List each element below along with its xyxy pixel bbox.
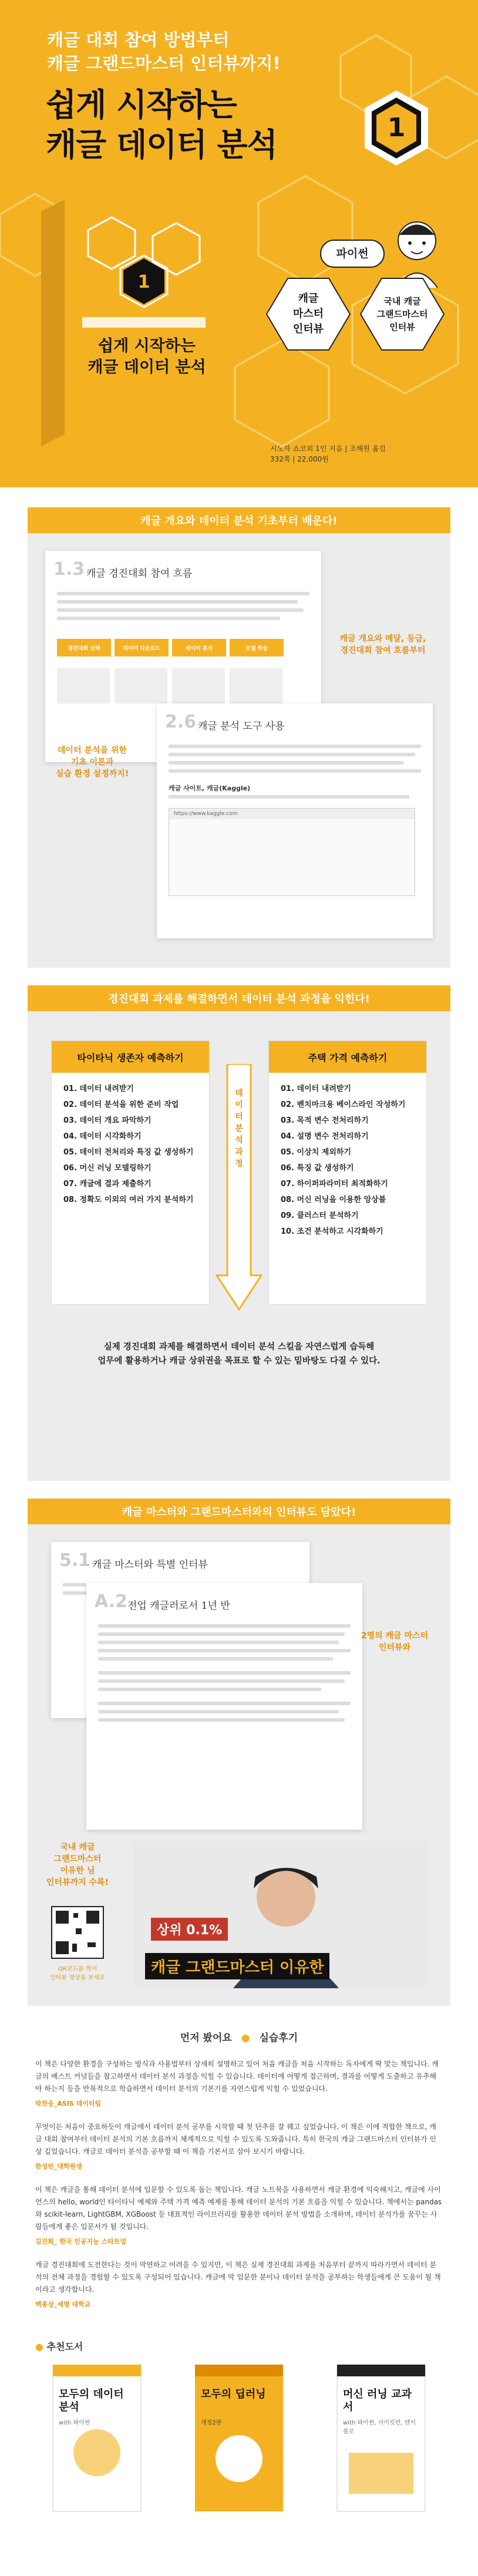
section2 [28,1011,450,1481]
card-number: 1.3 [53,559,85,580]
flow-step-2: 데이터 다운로드 [115,639,169,656]
section3-card-2 [86,1583,362,1830]
section1-band: 캐글 개요와 데이터 분석 기초부터 배운다! [28,507,450,533]
recommended-title-text: 추천도서 [46,2341,83,2352]
list-item: 08. 정확도 이외의 여러 가지 분석하기 [63,1196,194,1204]
card-number: 2.6 [165,712,197,732]
list-item: 06. 머신 러닝 모델링하기 [63,1164,152,1173]
qr-caption: QR코드를 찍어 인터뷰 영상을 보세요 [50,1966,105,1981]
flow-step-4: 모델 학습 [230,639,284,656]
interview-video-thumbnail[interactable] [133,1841,427,1988]
review-item [35,2058,443,2108]
section1-callout-left: 데이터 분석을 위한 기초 이론과 실습 환경 설정까지! [55,746,129,779]
list-item: 04. 설명 변수 전처리하기 [281,1132,369,1141]
eyebrow-line-2: 캐글 그랜드마스터 인터뷰까지! [47,53,281,73]
title-line-1: 쉽게 시작하는 [46,86,237,123]
publication-info [270,443,446,464]
reviews-title-b: 실습후기 [259,2032,298,2044]
hero-banner [0,0,478,487]
author-line: 시노자 쇼코외 1인 지음 | 조해원 옮김 [270,445,386,453]
process-arrow [216,1064,262,1311]
review-item [35,2259,443,2309]
book-title: 모두의 데이터 분석 [59,2388,124,2413]
tag-grandmaster-interview-label: 국내 캐글 그랜드마스터 인터뷰 [376,296,428,332]
review-author: 한성빈_대학원생 [35,2163,82,2170]
review-text: 캐글 경진대회에 도전한다는 것이 막연하고 어려울 수 있지만, 이 책은 실제 경진대회 과제를 처음부터 끝까지 따라가면서 데이터 분석의 전체 과정을 경험할 수 있도록 구성되어 있습니다. 캐글에 막 입문한 분이나 데이터 분석을 공부하는 학생들에게 큰 도움이 될 책이라고 생각합니다. [35,2261,441,2294]
qr-code-icon[interactable] [51,1906,104,1959]
section1 [28,533,450,968]
eyebrow-line-1: 캐글 대회 참여 방법부터 [47,30,230,50]
card2-subheading: 캐글 사이트, 캐글(Kaggle) [169,784,251,792]
recommended-title [35,2339,455,2353]
review-text: 이 책은 다양한 환경을 구성하는 방식과 사용법부터 상세히 설명하고 있어 처음 캐글을 처음 시작하는 독자에게 딱 맞는 책입니다. 캐글의 베스트 커널들을 참고하면서 데이터 분석 과정을 익힐 수 있습니다. 데이터에 어떻게 접근하며, 결과를 어떻게 도출하고 유추해야 하는지 등을 반복적으로 학습하면서 데이터 분석의 기본기를 자연스럽게 익힐 수 있었습니다. [35,2060,439,2093]
review-item [35,2121,443,2171]
section1-callout-right: 캐글 개요와 메달, 등급, 경진대회 참여 흐름부터 [339,634,426,655]
summary-line-2: 업무에 활용하거나 캐글 상위권을 목표로 할 수 있는 밑바탕도 다질 수 있다. [97,1356,381,1366]
bullet-icon: ● [35,2341,47,2352]
title-line-2: 캐글 데이터 분석 [46,126,277,163]
speech-bubble-icon: ● [241,2032,250,2044]
book-title: 머신 러닝 교과서 [343,2388,412,2413]
list-item: 01. 데이터 내려받기 [281,1085,351,1093]
section2-band: 경진대회 과제를 해결하면서 데이터 분석 과정을 익힌다! [28,985,450,1011]
flow-step-1: 경진대회 선택 [57,639,111,656]
list-item: 10. 조건 분석하고 시각화하기 [281,1227,383,1236]
book-cover-title-line-2: 캐글 데이터 분석 [87,358,206,376]
list-item: 01. 데이터 내려받기 [63,1085,134,1093]
house-price-column [268,1040,427,1305]
badge-number: 1 [387,113,406,143]
card-number: 5.1 [59,1550,91,1571]
book-cover-icon [189,2365,289,2517]
recommended-books-row [23,2365,455,2553]
titanic-column [51,1040,210,1305]
video-caption-2: 캐글 그랜드마스터 이유한 [145,1953,329,1979]
review-item [35,2184,443,2246]
card-title: 캐글 경진대회 참여 흐름 [86,568,193,580]
card-title: 전업 캐글러로서 1년 반 [127,1600,230,1612]
tag-grandmaster-interview [358,276,446,352]
review-author: 박찬웅_ASIS 데이터팀 [35,2100,102,2107]
titanic-column-heading: 타이타닉 생존자 예측하기 [52,1041,209,1073]
card-title: 캐글 마스터와 특별 인터뷰 [92,1559,208,1571]
book-cover-icon [47,2365,147,2517]
review-author: 김진희_ 한국 인공지능 스타트업 [35,2238,127,2245]
section3-band: 캐글 마스터와 그랜드마스터와의 인터뷰도 담았다! [28,1499,450,1524]
card-title: 캐글 분석 도구 사용 [198,720,285,732]
summary-line-1: 실제 경진대회 과제를 해결하면서 데이터 분석 스킬을 자연스럽게 습득해 [103,1342,375,1352]
list-item: 07. 캐글에 결과 제출하기 [63,1180,152,1188]
book-cover [41,200,229,446]
book-cover-title-line-1: 쉽게 시작하는 [98,337,196,355]
list-item: 05. 데이터 전처리와 특징 값 생성하기 [63,1148,194,1157]
browser-screenshot [169,808,415,896]
recommended-books-section [0,2322,478,2576]
video-caption-1: 상위 0.1% [151,1918,228,1941]
list-item: 03. 데이터 개요 파악하기 [63,1116,152,1125]
book-cover-icon [331,2365,431,2517]
section2-summary [35,1340,443,1368]
book-subtitle: 개정2판 [201,2420,222,2426]
book-subtitle: with 파이썬, 사이킷런, 텐서플로 [343,2420,416,2435]
price-line: 332쪽 | 22,000원 [270,455,329,463]
book-subtitle: with 파이썬 [59,2420,90,2426]
python-badge: 파이썬 [320,240,385,268]
section3 [28,1524,450,2006]
titanic-steps-list [52,1073,209,1216]
list-item: 09. 클러스터 분석하기 [281,1211,359,1220]
list-item: 08. 머신 러닝을 이용한 앙상블 [281,1196,386,1204]
list-item: 07. 하이퍼파라미터 최적화하기 [281,1180,388,1188]
review-text: 무엇이든 처음이 중요하듯이 캐글에서 데이터 분석 공부를 시작할 때 첫 단추를 잘 꿰고 싶었습니다. 이 책은 이에 적합한 책으로, 캐글 대회 참여부터 데이터 분석의 기본 흐름까지 체계적으로 익힐 수 있도록 도와줍니다. 특히 한국의 캐글 그랜드마스터 인터뷰가 인상 깊었습니다. 캐글로 데이터 분석을 공부할 때 이 책을 기본서로 삼아 보시기 바랍니다. [35,2123,437,2156]
tag-master-interview [264,276,352,352]
process-arrow-label: 데이터 분석 과정 [235,1089,243,1169]
book-title: 모두의 딥러닝 [201,2388,266,2400]
list-item: 04. 데이터 시각화하기 [63,1132,142,1141]
list-item: 06. 특징 값 생성하기 [281,1164,354,1173]
book-cover-number: 1 [137,272,150,292]
recommended-book[interactable] [331,2365,431,2553]
hero-eyebrow [47,28,376,75]
recommended-book[interactable] [189,2365,289,2553]
card-number: A.2 [95,1591,128,1612]
section3-callout-left: 국내 캐글 그랜드마스터 이유한 님 인터뷰까지 수록! [46,1843,109,1887]
recommended-book[interactable] [47,2365,147,2553]
review-text: 이 책은 캐글을 통해 데이터 분석에 입문할 수 있도록 돕는 책입니다. 캐글 노트북을 사용하면서 캐글 환경에 익숙해지고, 캐글에 사이언스의 hello, world인 타이타닉 예제와 주택 가격 예측 예제를 통해 데이터 분석의 기본 흐름을 익힐 수 있습니다. 책에서는 pandas와 scikit-learn, LightGBM, XGBoost 등 대표적인 라이브러리를 활용한 데이터 분석 방법을 소개하며, 데이터 분석가를 꿈꾸는 사람들에게 좋은 입문서가 될 것입니다. [35,2186,442,2231]
series-number-badge-icon [361,88,432,168]
list-item: 02. 데이터 분석을 위한 준비 작업 [63,1100,179,1109]
review-author: 백종상_세명 대학교 [35,2301,91,2308]
reviews-section [0,2029,478,2309]
flow-step-3: 데이터 분석 [172,639,226,656]
list-item: 02. 벤치마크용 베이스라인 작성하기 [281,1100,406,1109]
reviews-title [35,2029,443,2044]
hero-title [46,85,351,165]
section1-card-2 [157,703,433,938]
tag-master-interview-label: 캐글 마스터 인터뷰 [292,292,324,335]
house-price-steps-list [269,1073,426,1248]
book-3d-icon [41,200,229,446]
browser-url: https://www.kaggle.com [169,809,415,819]
list-item: 05. 이상치 제외하기 [281,1148,351,1157]
reviews-title-a: 먼저 봤어요 [180,2032,232,2044]
house-price-column-heading: 주택 가격 예측하기 [269,1041,426,1073]
list-item: 03. 목적 변수 전처리하기 [281,1116,369,1125]
book-cover-title [76,336,217,378]
section3-callout-right: 2명의 캐글 마스터 인터뷰와 [361,1631,429,1652]
